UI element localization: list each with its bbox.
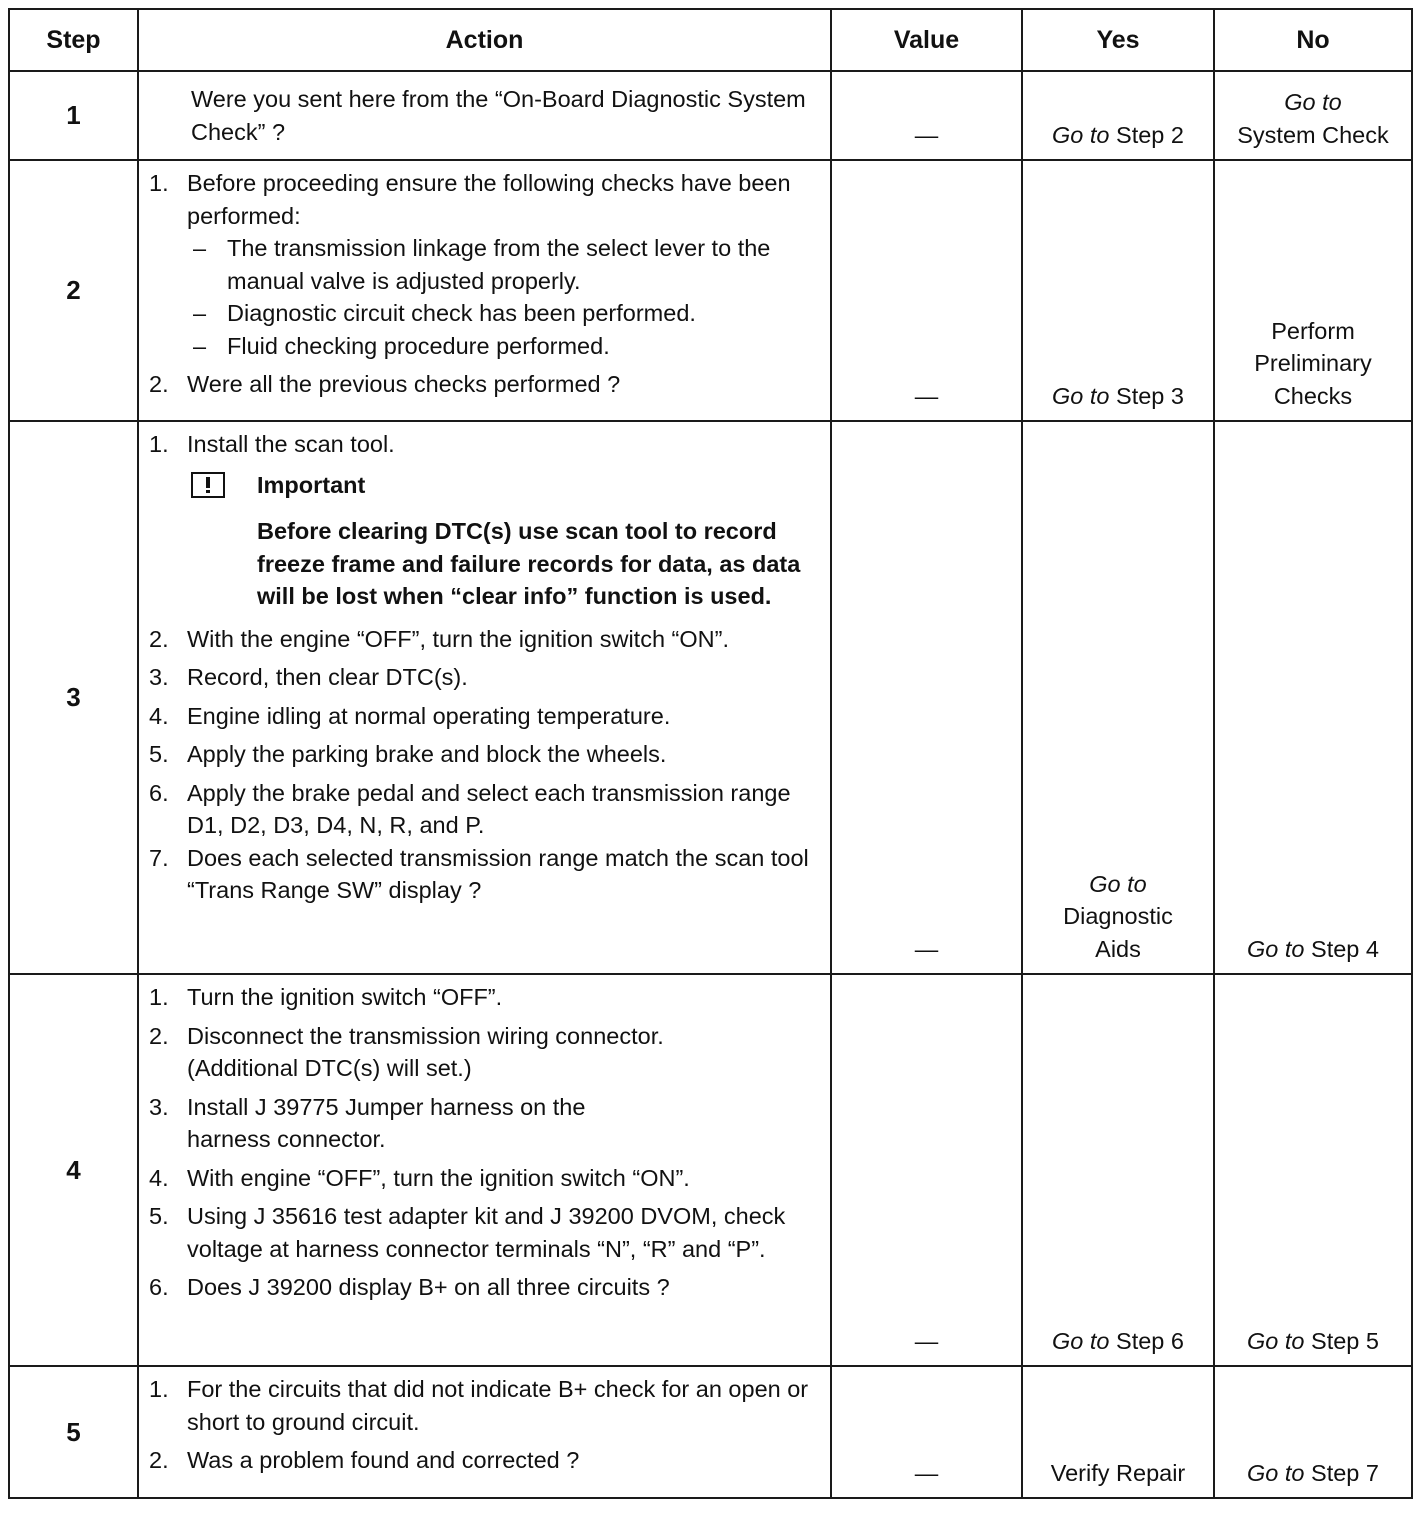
action-text: Were you sent here from the “On-Board Diagnostic System Check” ? [191,86,806,145]
item-number: 2. [149,1022,169,1049]
list-item [147,1020,822,1085]
table-row-step-4 [9,974,1412,1366]
value-cell: — [831,71,1022,160]
step-number: 4 [9,974,138,1366]
goto-label: Go to [1052,1327,1110,1354]
header-yes: Yes [1022,9,1214,71]
item-text: Apply the parking brake and block the wheels. [187,741,667,767]
goto-target: Diagnostic Aids [1063,903,1173,962]
item-text: Disconnect the transmission wiring connector. (Additional DTC(s) will set.) [187,1022,664,1081]
item-number: 2. [149,1447,169,1473]
goto-target: Step 2 [1116,121,1184,148]
list-item [147,1162,822,1195]
step-number: 1 [9,71,138,160]
table-row-step-1 [9,71,1412,160]
item-number: 7. [149,844,169,871]
list-item [147,842,822,907]
item-text: With engine “OFF”, turn the ignition switch “ON”. [187,1164,690,1191]
yes-cell [1022,1366,1214,1498]
goto-target: System Check [1237,121,1389,148]
step-number: 2 [9,160,138,421]
list-item [147,623,822,656]
goto-label: Go to [1247,935,1305,962]
value-cell: — [831,421,1022,974]
goto-target: Step 7 [1311,1459,1379,1486]
action-cell [138,160,831,421]
no-cell [1214,1366,1412,1498]
table-row-step-2 [9,160,1412,421]
header-value: Value [831,9,1022,71]
no-cell [1214,421,1412,974]
value-cell: — [831,974,1022,1366]
item-number: 1. [149,1376,169,1402]
item-text: Install J 39775 Jumper harness on the harness connector. [187,1093,586,1152]
no-text: Perform Preliminary Checks [1254,317,1372,409]
header-no: No [1214,9,1412,71]
goto-label: Go to [1052,382,1110,409]
list-item [147,1444,822,1477]
list-item [147,1271,822,1304]
item-text: Turn the ignition switch “OFF”. [187,984,503,1010]
list-item [147,981,822,1014]
list-item [147,1200,822,1265]
value-cell: — [831,1366,1022,1498]
item-text: Were all the previous checks performed ? [187,371,621,397]
item-number: 4. [149,702,169,729]
yes-cell [1022,71,1214,160]
goto-target: Step 3 [1116,382,1184,409]
table-row-step-3 [9,421,1412,974]
item-number: 5. [149,741,169,767]
yes-text: Verify Repair [1050,1459,1186,1486]
item-number: 6. [149,779,169,806]
step-number: 3 [9,421,138,974]
yes-cell [1022,421,1214,974]
item-number: 6. [149,1274,169,1300]
item-number: 1. [149,170,169,196]
item-text: With the engine “OFF”, turn the ignition switch “ON”. [187,625,729,652]
item-number: 1. [149,984,169,1010]
header-row [9,9,1412,71]
list-item [147,1373,822,1438]
sub-item [187,297,822,330]
list-item [147,777,822,842]
sub-item [187,330,822,363]
sub-item-text: Fluid checking procedure performed. [227,332,610,359]
value-cell: — [831,160,1022,421]
item-number: 1. [149,431,169,457]
dash-bullet: – [193,235,207,261]
item-text: Does J 39200 display B+ on all three circuits ? [187,1274,670,1300]
no-cell [1214,974,1412,1366]
no-cell [1214,160,1412,421]
goto-target: Step 5 [1311,1327,1379,1354]
action-cell [138,1366,831,1498]
important-text: Before clearing DTC(s) use scan tool to record freeze frame and failure records for data, as data will be lost when “clear info” function is used. [257,518,801,609]
sub-item-text: The transmission linkage from the select lever to the manual valve is adjusted properly. [227,235,771,294]
goto-label: Go to [1052,121,1110,148]
diagnostic-table [8,8,1413,1499]
no-cell [1214,71,1412,160]
item-number: 3. [149,664,169,690]
item-text: Install the scan tool. [187,431,395,457]
yes-cell [1022,974,1214,1366]
list-item [147,368,822,401]
goto-label: Go to [1284,89,1342,115]
item-text: Record, then clear DTC(s). [187,664,468,690]
goto-label: Go to [1247,1459,1305,1486]
sub-item-text: Diagnostic circuit check has been performed. [227,300,696,326]
action-cell [138,974,831,1366]
sub-item [187,232,822,297]
item-number: 5. [149,1203,169,1229]
item-number: 4. [149,1164,169,1191]
action-cell [138,71,831,160]
item-text: For the circuits that did not indicate B+ check for an open or short to ground circuit. [187,1376,809,1435]
important-title: Important [257,471,366,498]
dash-bullet: – [193,332,207,359]
list-item [147,1091,822,1156]
action-cell [138,421,831,974]
item-text: Engine idling at normal operating temperature. [187,702,671,729]
list-item [147,700,822,733]
list-item [147,167,822,362]
list-item [147,661,822,694]
important-notice [191,469,822,613]
item-text: Before proceeding ensure the following checks have been performed: [187,170,791,229]
item-text: Apply the brake pedal and select each transmission range D1, D2, D3, D4, N, R, and P. [187,779,791,838]
item-number: 2. [149,371,169,397]
item-number: 3. [149,1093,169,1120]
goto-label: Go to [1247,1327,1305,1354]
item-text: Does each selected transmission range match the scan tool “Trans Range SW” display ? [187,844,809,903]
dash-bullet: – [193,300,207,326]
header-action: Action [138,9,831,71]
table-row-step-5 [9,1366,1412,1498]
important-note-icon [191,472,225,498]
list-item [147,428,822,461]
goto-label: Go to [1089,870,1147,897]
yes-cell [1022,160,1214,421]
item-text: Using J 35616 test adapter kit and J 39200 DVOM, check voltage at harness connector terminals “N”, “R” and “P”. [187,1203,786,1262]
item-text: Was a problem found and corrected ? [187,1447,580,1473]
goto-target: Step 4 [1311,935,1379,962]
header-step: Step [9,9,138,71]
list-item [147,738,822,771]
goto-target: Step 6 [1116,1327,1184,1354]
step-number: 5 [9,1366,138,1498]
item-number: 2. [149,625,169,652]
